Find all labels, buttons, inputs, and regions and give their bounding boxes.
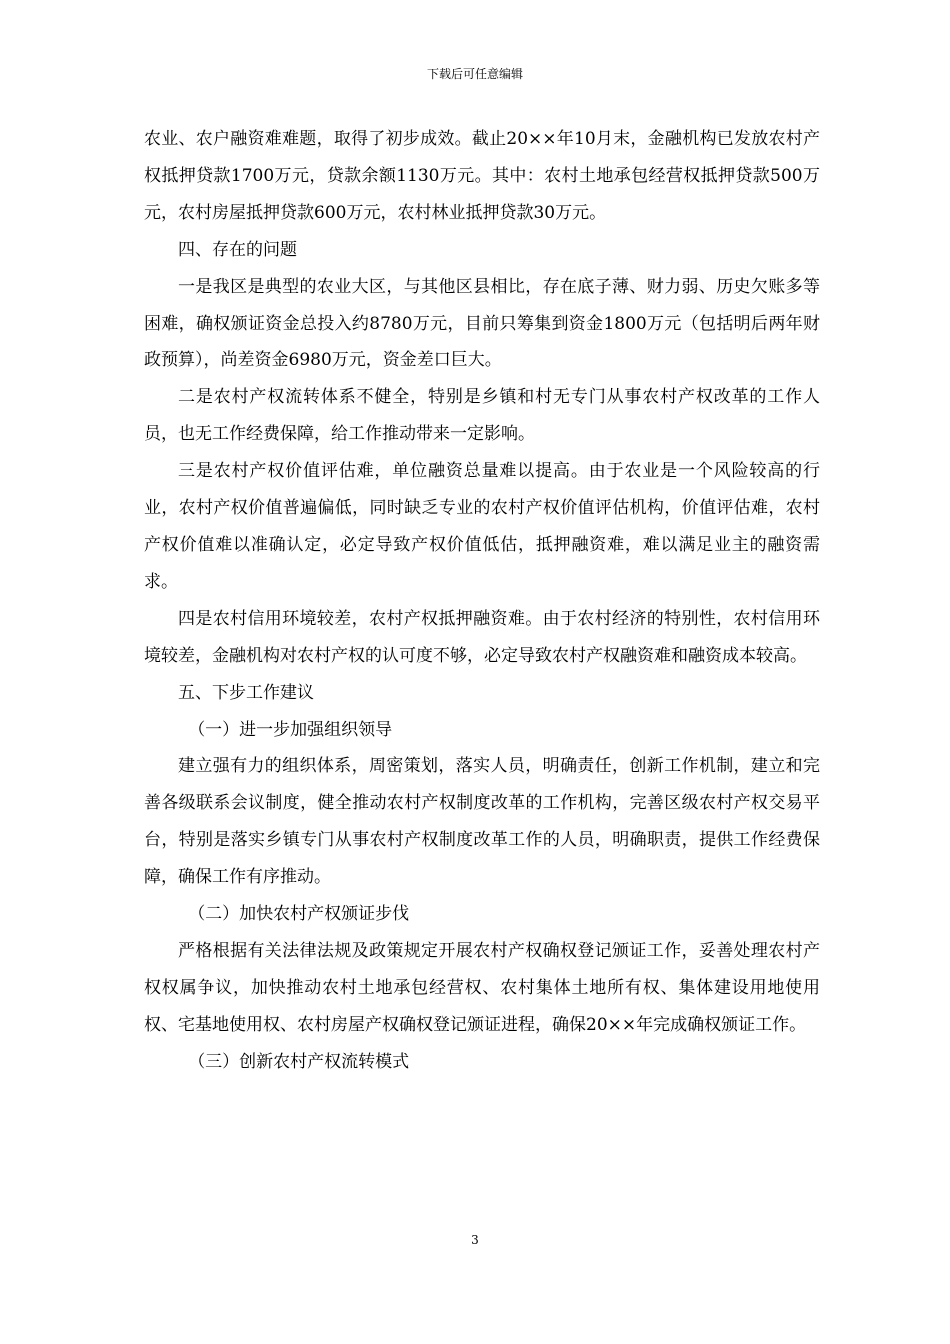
paragraph: 建立强有力的组织体系，周密策划，落实人员，明确责任，创新工作机制，建立和完善各级联系会议制度，健全推动农村产权制度改革的工作机构，完善区级农村产权交易平台，特别是落实乡镇专门从事农村产权制度改革工作的人员，明确职责，提供工作经费保障，确保工作有序推动。: [144, 756, 820, 888]
paragraph: 二是农村产权流转体系不健全，特别是乡镇和村无专门从事农村产权改革的工作人员，也无工作经费保障，给工作推动带来一定影响。: [144, 387, 820, 445]
document-body: [144, 121, 820, 1081]
paragraph: 一是我区是典型的农业大区，与其他区县相比，存在底子薄、财力弱、历史欠账多等困难，确权颁证资金总投入约8780万元，目前只筹集到资金1800万元（包括明后两年财政预算），尚差资金6980万元，资金差口巨大。: [144, 276, 820, 371]
page-header: 下载后可任意编辑: [426, 67, 523, 81]
section-heading: 四、存在的问题: [178, 239, 297, 260]
subsection-heading: （一）进一步加强组织领导: [188, 719, 393, 740]
subsection-heading: （二）加快农村产权颁证步伐: [188, 904, 410, 925]
paragraph: 农业、农户融资难难题，取得了初步成效。截止20××年10月末，金融机构已发放农村产权抵押贷款1700万元，贷款余额1130万元。其中：农村土地承包经营权抵押贷款500万元，农村房屋抵押贷款600万元，农村林业抵押贷款30万元。: [144, 129, 820, 223]
paragraph: 三是农村产权价值评估难，单位融资总量难以提高。由于农业是一个风险较高的行业，农村产权价值普遍偏低，同时缺乏专业的农村产权价值评估机构，价值评估难，农村产权价值难以准确认定，必定导致产权价值低估，抵押融资难，难以满足业主的融资需求。: [144, 461, 820, 592]
section-heading: 五、下步工作建议: [178, 682, 314, 703]
page-number: 3: [471, 1233, 479, 1247]
paragraph: 严格根据有关法律法规及政策规定开展农村产权确权登记颁证工作，妥善处理农村产权权属争议，加快推动农村土地承包经营权、农村集体土地所有权、集体建设用地使用权、宅基地使用权、农村房屋产权确权登记颁证进程，确保20××年完成确权颁证工作。: [144, 940, 820, 1035]
subsection-heading: （三）创新农村产权流转模式: [188, 1051, 410, 1072]
paragraph: 四是农村信用环境较差，农村产权抵押融资难。由于农村经济的特别性，农村信用环境较差，金融机构对农村产权的认可度不够，必定导致农村产权融资难和融资成本较高。: [144, 608, 820, 666]
